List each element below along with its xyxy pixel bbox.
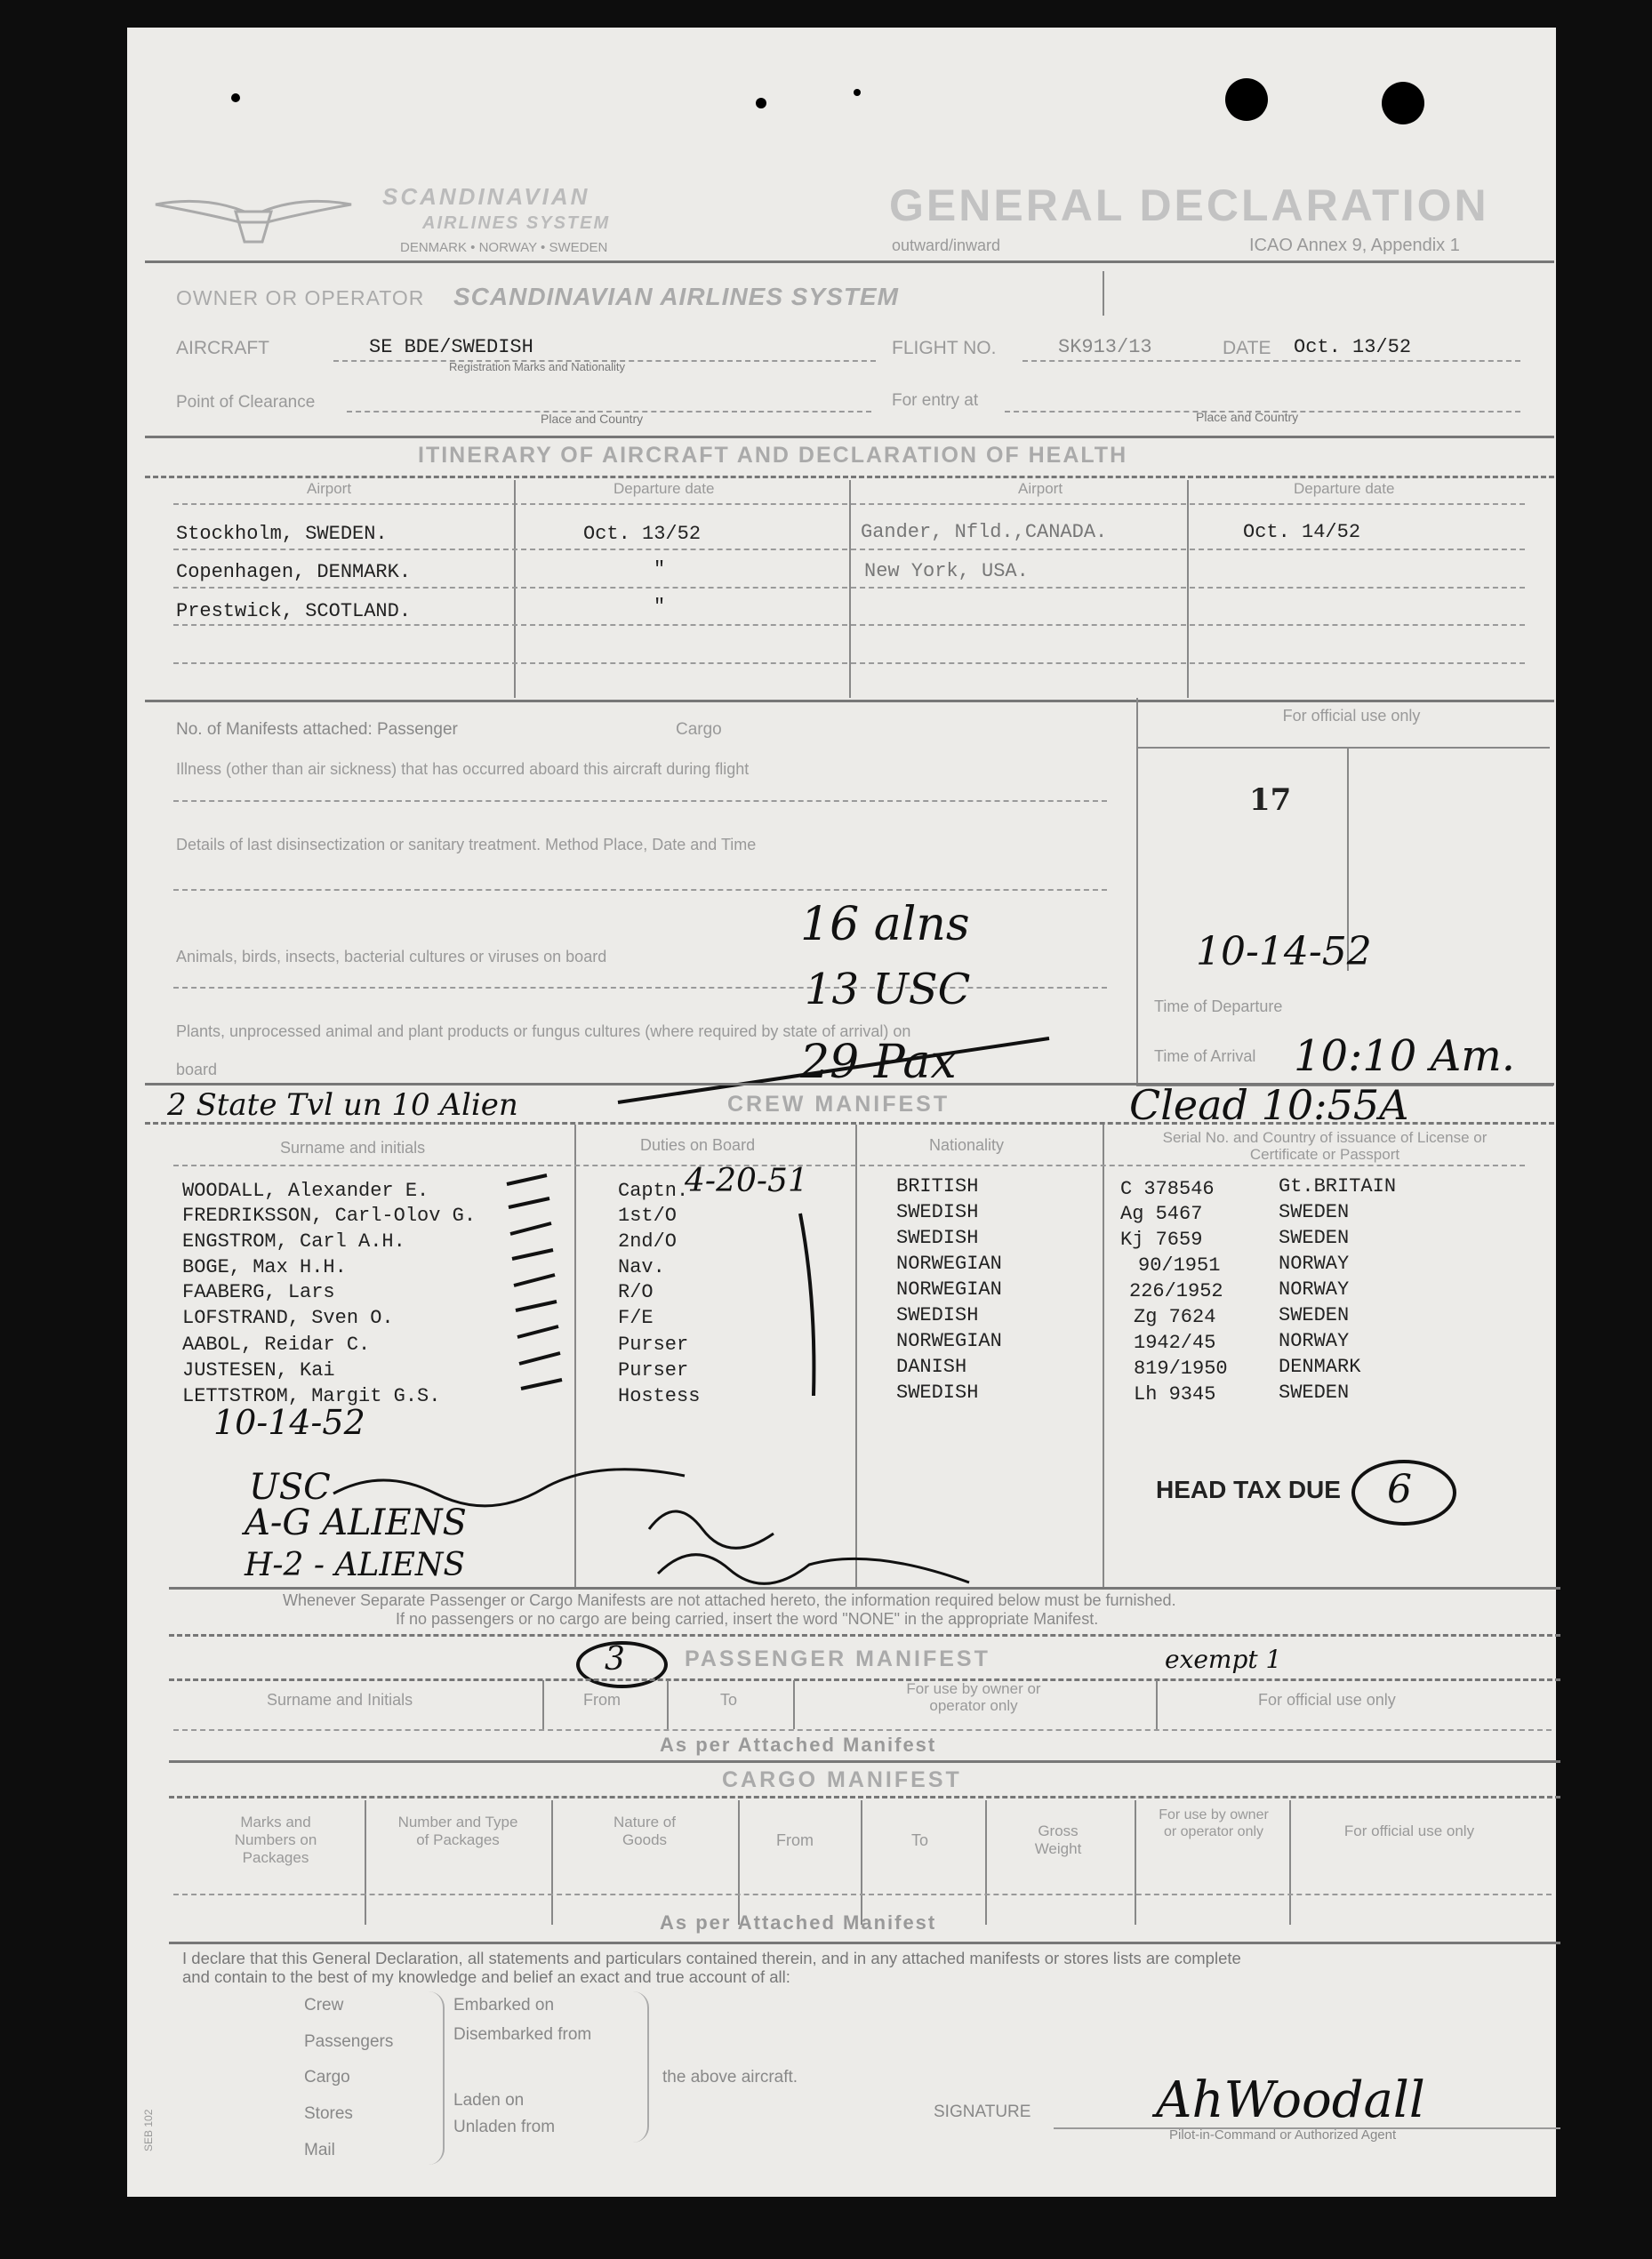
clearance-caption: Place and Country <box>541 412 644 426</box>
airline-logo-icon <box>151 187 356 249</box>
owner-value: SCANDINAVIAN AIRLINES SYSTEM <box>453 283 899 310</box>
crew-name: ENGSTROM, Carl A.H. <box>182 1230 405 1253</box>
notice-line-1: Whenever Separate Passenger or Cargo Manifests are not attached hereto, the information required below must be furnished. <box>283 1591 1176 1609</box>
divider <box>861 1800 862 1925</box>
page-title: GENERAL DECLARATION <box>889 180 1489 230</box>
itin-right-airport-2: New York, USA. <box>864 560 1029 582</box>
crew-name: BOGE, Max H.H. <box>182 1256 347 1278</box>
date-label: DATE <box>1223 338 1271 358</box>
itinerary-heading: ITINERARY OF AIRCRAFT AND DECLARATION OF HEALTH <box>418 443 1128 468</box>
signature-label: SIGNATURE <box>934 2103 1031 2121</box>
embarked-label: Embarked on <box>453 1996 555 2015</box>
laden-label: Laden on <box>453 2091 525 2110</box>
crew-nationality: SWEDISH <box>896 1382 979 1404</box>
crew-country: NORWAY <box>1279 1253 1350 1275</box>
crew-serial: C 378546 <box>1120 1178 1215 1200</box>
direction-label: outward/inward <box>892 236 1001 254</box>
crew-country: SWEDEN <box>1279 1304 1350 1326</box>
ink-speck <box>231 93 240 102</box>
col-departure-right: Departure date <box>1294 480 1395 497</box>
crew-nationality: SWEDISH <box>896 1201 979 1223</box>
time-arrival-label: Time of Arrival <box>1154 1047 1256 1065</box>
disembarked-label: Disembarked from <box>453 2025 592 2044</box>
crew-serial: 819/1950 <box>1134 1358 1228 1380</box>
cargo-col-to: To <box>911 1831 929 1849</box>
divider <box>542 1680 544 1729</box>
declaration-bracket <box>427 1991 445 2165</box>
cargo-col-number: Number and Type of Packages <box>397 1814 518 1848</box>
rule <box>1005 411 1520 413</box>
rule <box>169 1634 1560 1637</box>
handwritten-tick-marks <box>480 1165 587 1422</box>
divider <box>667 1680 669 1729</box>
crew-serial: 226/1952 <box>1129 1280 1223 1302</box>
divider <box>1135 1800 1136 1925</box>
crew-nationality: NORWEGIAN <box>896 1330 1002 1352</box>
passenger-col-owner: For use by owner or operator only <box>906 1680 1041 1714</box>
crew-duty: F/E <box>618 1307 654 1329</box>
rule <box>145 436 1554 438</box>
divider <box>1187 480 1189 698</box>
disinsect-label: Details of last disinsectization or sanitary treatment. Method Place, Date and Time <box>176 836 757 853</box>
crew-col-duties: Duties on Board <box>640 1136 756 1154</box>
ink-speck <box>854 89 861 96</box>
rule <box>173 662 1525 664</box>
plants-label-2: board <box>176 1061 218 1078</box>
itin-right-date-1: Oct. 14/52 <box>1243 521 1361 543</box>
crew-duty: Hostess <box>618 1385 701 1407</box>
signature-caption: Pilot-in-Command or Authorized Agent <box>1169 2127 1397 2143</box>
divider <box>365 1800 366 1925</box>
handwritten-total: 29 Pax <box>800 1036 957 1089</box>
col-airport-right: Airport <box>1018 480 1063 497</box>
rule <box>145 260 1554 263</box>
divider <box>1289 1800 1291 1925</box>
crew-country: SWEDEN <box>1279 1227 1350 1249</box>
official-use-label: For official use only <box>1282 707 1421 725</box>
aircraft-caption: Registration Marks and Nationality <box>449 360 625 373</box>
icao-ref: ICAO Annex 9, Appendix 1 <box>1249 236 1460 255</box>
col-airport-left: Airport <box>307 480 352 497</box>
crew-duty: 1st/O <box>618 1205 678 1227</box>
passenger-col-name: Surname and Initials <box>267 1691 413 1709</box>
divider <box>1103 271 1104 316</box>
divider <box>738 1800 740 1925</box>
crew-country: SWEDEN <box>1279 1382 1350 1404</box>
crew-name: JUSTESEN, Kai <box>182 1359 335 1382</box>
rule <box>333 360 876 362</box>
crew-duty: 2nd/O <box>618 1230 678 1253</box>
handwritten-stateless: 2 State Tvl un 10 Alien <box>167 1087 518 1123</box>
crew-country: NORWAY <box>1279 1278 1350 1301</box>
cargo-label: Cargo <box>676 720 722 739</box>
crew-name: AABOL, Reidar C. <box>182 1334 371 1356</box>
handwritten-initials <box>640 1494 978 1591</box>
itin-left-date-2: " <box>654 558 666 581</box>
divider <box>849 480 851 698</box>
airline-name-2: AIRLINES SYSTEM <box>422 213 611 233</box>
entry-label: For entry at <box>892 391 979 410</box>
handwritten-exempt: exempt 1 <box>1165 1645 1282 1674</box>
crew-serial: Ag 5467 <box>1120 1203 1203 1225</box>
crew-nationality: SWEDISH <box>896 1304 979 1326</box>
crew-serial: 1942/45 <box>1134 1332 1216 1354</box>
itin-left-date-3: " <box>654 596 666 618</box>
crew-heading: CREW MANIFEST <box>727 1092 950 1117</box>
rule <box>173 1894 1552 1895</box>
declaration-text-2: and contain to the best of my knowledge and belief an exact and true account of all: <box>182 1967 790 1986</box>
crew-nationality: SWEDISH <box>896 1227 979 1249</box>
handwritten-h2-aliens: H-2 - ALIENS <box>245 1547 466 1583</box>
divider <box>793 1680 795 1729</box>
notice-line-2: If no passengers or no cargo are being carried, insert the word "NONE" in the appropriate Manifest. <box>396 1610 1099 1628</box>
passenger-col-to: To <box>720 1691 738 1709</box>
flight-value: SK913/13 <box>1058 336 1152 358</box>
aircraft-value: SE BDE/SWEDISH <box>369 336 533 358</box>
crew-nationality: DANISH <box>896 1356 967 1378</box>
date-value: Oct. 13/52 <box>1294 336 1412 358</box>
illness-label: Illness (other than air sickness) that has occurred aboard this aircraft during flight <box>176 760 750 778</box>
crew-name: FREDRIKSSON, Carl-Olov G. <box>182 1205 477 1227</box>
handwritten-head-tax-count: 6 <box>1387 1467 1412 1512</box>
above-aircraft-label: the above aircraft. <box>662 2068 798 2087</box>
rule <box>173 800 1107 802</box>
rule <box>169 1760 1560 1763</box>
rule <box>1022 360 1520 362</box>
divider <box>1156 1680 1158 1729</box>
owner-label: OWNER OR OPERATOR <box>176 286 425 309</box>
ink-speck <box>756 98 766 108</box>
declaration-cargo: Cargo <box>304 2068 350 2087</box>
crew-country: Gt.BRITAIN <box>1279 1175 1397 1198</box>
declaration-crew: Crew <box>304 1996 344 2015</box>
declaration-mail: Mail <box>304 2141 335 2159</box>
animals-label: Animals, birds, insects, bacterial cultures or viruses on board <box>176 948 607 965</box>
rule <box>173 587 1525 589</box>
cargo-col-official: For official use only <box>1343 1822 1475 1839</box>
declaration-text-1: I declare that this General Declaration, all statements and particulars contained therein, and in any attached manifests or stores lists are complete <box>182 1949 1241 1967</box>
crew-duty: Purser <box>618 1359 689 1382</box>
crew-name: FAABERG, Lars <box>182 1281 335 1303</box>
cargo-col-nature: Nature of Goods <box>613 1814 676 1848</box>
airline-name: SCANDINAVIAN <box>382 183 590 210</box>
rule <box>169 1796 1560 1798</box>
crew-name: LOFSTRAND, Sven O. <box>182 1307 394 1329</box>
declaration-passengers: Passengers <box>304 2032 394 2051</box>
rule <box>169 1942 1560 1944</box>
cargo-col-owner: For use by owner or operator only <box>1159 1807 1269 1839</box>
passenger-note: As per Attached Manifest <box>660 1734 937 1756</box>
handwritten-signoff: 10-14-52 <box>213 1403 365 1442</box>
crew-name: WOODALL, Alexander E. <box>182 1180 429 1202</box>
crew-country: DENMARK <box>1279 1356 1361 1378</box>
itin-left-airport-1: Stockholm, SWEDEN. <box>176 523 388 545</box>
rule <box>173 1165 1525 1166</box>
crew-serial: Kj 7659 <box>1120 1229 1203 1251</box>
crew-duty: Purser <box>618 1334 689 1356</box>
itin-left-airport-2: Copenhagen, DENMARK. <box>176 561 412 583</box>
cargo-col-marks: Marks and Numbers on Packages <box>234 1814 317 1866</box>
rule <box>173 889 1107 891</box>
entry-caption: Place and Country <box>1196 410 1299 424</box>
crew-country: SWEDEN <box>1279 1201 1350 1223</box>
crew-nationality: NORWEGIAN <box>896 1278 1002 1301</box>
handwritten-usc: 13 USC <box>805 965 971 1014</box>
crew-duty: R/O <box>618 1281 654 1303</box>
divider <box>985 1800 987 1925</box>
crew-nationality: BRITISH <box>896 1175 979 1198</box>
crew-serial: 90/1951 <box>1138 1254 1221 1277</box>
handwritten-cleared: Clead 10:55A <box>1129 1081 1409 1129</box>
head-tax-label: HEAD TAX DUE <box>1156 1476 1341 1503</box>
crew-col-serial: Serial No. and Country of issuance of License or Certificate or Passport <box>1162 1129 1488 1163</box>
punch-hole <box>1225 78 1268 121</box>
passenger-col-official: For official use only <box>1258 1691 1396 1709</box>
handwritten-usc2: USC <box>249 1467 331 1508</box>
crew-country: NORWAY <box>1279 1330 1350 1352</box>
crew-serial: Zg 7624 <box>1134 1306 1216 1328</box>
airline-countries: DENMARK • NORWAY • SWEDEN <box>400 240 608 255</box>
handwritten-ag-aliens: A-G ALIENS <box>245 1502 467 1543</box>
col-departure-left: Departure date <box>613 480 715 497</box>
passenger-col-from: From <box>583 1691 621 1709</box>
rule <box>347 411 871 413</box>
official-number: 17 <box>1249 782 1292 818</box>
rule <box>169 1678 1560 1681</box>
handwritten-inline-date: 4-20-51 <box>685 1163 808 1199</box>
rule <box>145 476 1554 478</box>
aircraft-label: AIRCRAFT <box>176 338 269 358</box>
manifests-label: No. of Manifests attached: Passenger <box>176 720 458 739</box>
cargo-col-weight: Gross Weight <box>1034 1822 1082 1857</box>
itin-left-airport-3: Prestwick, SCOTLAND. <box>176 600 412 622</box>
form-code: SEB 102 <box>142 2109 155 2151</box>
crew-col-name: Surname and initials <box>280 1139 426 1157</box>
crew-name: LETTSTROM, Margit G.S. <box>182 1385 441 1407</box>
unladen-label: Unladen from <box>453 2118 556 2136</box>
divider <box>514 480 516 698</box>
divider <box>551 1800 553 1925</box>
plants-label: Plants, unprocessed animal and plant products or fungus cultures (where required by state of arrival) on <box>176 1022 911 1040</box>
clearance-label: Point of Clearance <box>176 393 316 412</box>
handwritten-stamp-date: 10-14-52 <box>1196 929 1372 974</box>
cargo-heading: CARGO MANIFEST <box>722 1767 962 1792</box>
cargo-col-from: From <box>776 1831 814 1849</box>
handwritten-aliens: 16 alns <box>800 898 970 951</box>
cargo-note: As per Attached Manifest <box>660 1911 937 1934</box>
itin-left-date-1: Oct. 13/52 <box>583 523 702 545</box>
passenger-heading: PASSENGER MANIFEST <box>685 1646 990 1671</box>
flight-label: FLIGHT NO. <box>892 338 997 358</box>
crew-nationality: NORWEGIAN <box>896 1253 1002 1275</box>
declaration-stores: Stores <box>304 2104 353 2123</box>
rule <box>173 1729 1552 1731</box>
crew-serial: Lh 9345 <box>1134 1383 1216 1406</box>
rule <box>145 1122 1554 1125</box>
rule <box>173 549 1525 550</box>
handwritten-vertical-stroke <box>791 1209 827 1405</box>
itin-right-airport-1: Gander, Nfld.,CANADA. <box>861 521 1108 543</box>
handwritten-passenger-count: 3 <box>605 1641 625 1678</box>
punch-hole <box>1382 82 1424 124</box>
handwritten-signature: AhWoodall <box>1156 2071 1425 2129</box>
crew-duty: Captn. <box>618 1180 689 1202</box>
rule <box>173 624 1525 626</box>
time-departure-label: Time of Departure <box>1154 997 1283 1015</box>
declaration-bracket <box>631 1991 649 2143</box>
rule <box>169 1587 1560 1590</box>
crew-col-nationality: Nationality <box>929 1136 1005 1154</box>
divider <box>1103 1125 1104 1587</box>
handwritten-arrival: 10:10 Am. <box>1294 1031 1516 1081</box>
crew-duty: Nav. <box>618 1256 665 1278</box>
